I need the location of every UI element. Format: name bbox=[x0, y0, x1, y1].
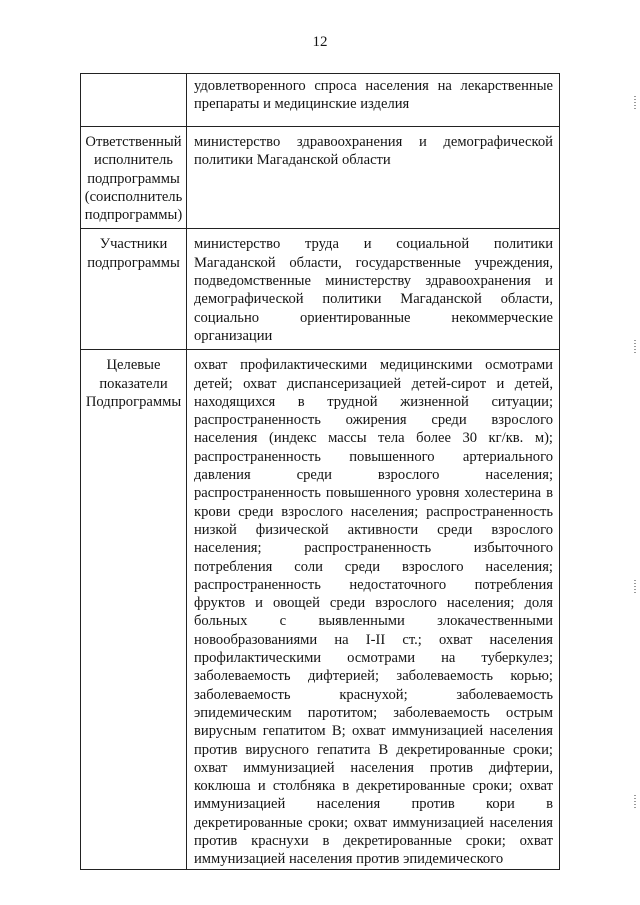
table-row-participants bbox=[81, 229, 560, 350]
scan-edge-mark bbox=[634, 795, 636, 809]
page-number: 12 bbox=[312, 34, 328, 50]
scan-edge-mark bbox=[634, 580, 636, 594]
row-label: Ответственный исполнитель подпрограммы (соисполнитель подпрограммы) bbox=[81, 127, 187, 229]
table-row-expected-results-continued bbox=[81, 74, 560, 127]
row-label bbox=[81, 74, 187, 127]
table-row-target-indicators bbox=[81, 350, 560, 869]
scan-edge-mark bbox=[634, 96, 636, 110]
scan-edge-mark bbox=[634, 340, 636, 354]
row-label: Участники подпрограммы bbox=[81, 229, 187, 350]
subprogram-passport-table bbox=[80, 73, 560, 870]
table-row-responsible-executor bbox=[81, 127, 560, 229]
row-content: удовлетворенного спроса населения на лекарственные препараты и медицинские изделия bbox=[187, 74, 560, 127]
row-content: министерство здравоохранения и демографической политики Магаданской области bbox=[187, 127, 560, 229]
row-content: охват профилактическими медицинскими осмотрами детей; охват диспансеризацией детей-сирот и детей, находящихся в трудной жизненной ситуации; распространенность ожирения среди взрослого населения (индекс массы тела более 30 кг/кв. м); распространенность повышенного артериального давления среди взрослого населения; распространенность повышенного уровня холестерина в крови среди взрослого населения; распространенность низкой физической активности среди взрослого населения; распространенность избыточного потребления соли среди взрослого населения; распространенность недостаточного потребления фруктов и овощей среди взрослого населения; доля больных с выявленными злокачественными новообразованиями на I-II ст.; охват населения профилактическими осмотрами на туберкулез; заболеваемость дифтерией; заболеваемость корью; заболеваемость краснухой; заболеваемость эпидемическим паротитом; заболеваемость острым вирусным гепатитом В; охват иммунизацией населения против вирусного гепатита В декретированные сроки; охват иммунизацией населения против дифтерии, коклюша и столбняка в декретированные сроки; охват иммунизацией населения против кори в декретированные сроки; охват иммунизацией населения против краснухи в декретированные сроки; охват иммунизацией населения против эпидемического bbox=[187, 350, 560, 869]
row-content: министерство труда и социальной политики Магаданской области, государственные учреждения, подведомственные министерству здравоохранения и демографической политики Магаданской области, социально ориентированные некоммерческие организации bbox=[187, 229, 560, 350]
row-label: Целевые показатели Подпрограммы bbox=[81, 350, 187, 869]
